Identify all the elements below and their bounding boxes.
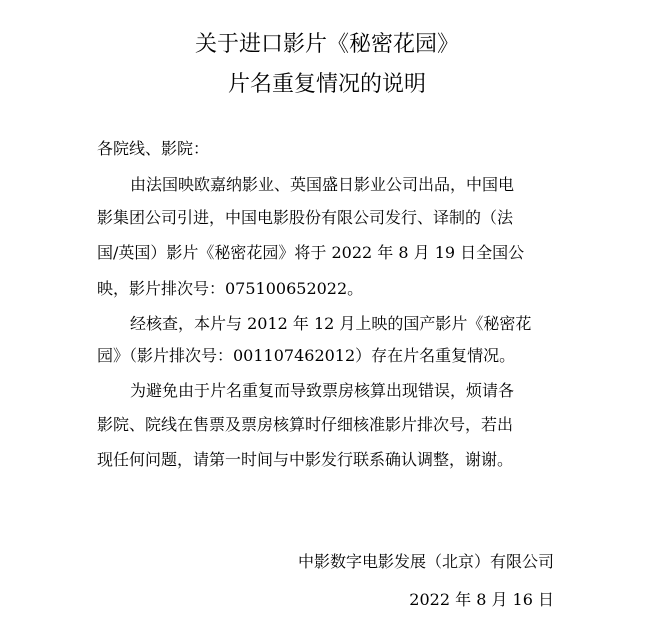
- paragraph-2-line-1: 经核查，本片与 2012 年 12 月上映的国产影片《秘密花: [130, 314, 532, 333]
- paragraph-1-line-2: 影集团公司引进，中国电影股份有限公司发行、译制的（法: [97, 208, 514, 227]
- paragraph-2-line-2: 园》（影片排次号：001107462012）存在片名重复情况。: [97, 346, 516, 365]
- paragraph-3-line-1: 为避免由于片名重复而导致票房核算出现错误，烦请各: [130, 381, 515, 400]
- document-title-line-1: 关于进口影片《秘密花园》: [194, 32, 459, 57]
- signature-organization: 中影数字电影发展（北京）有限公司: [297, 552, 554, 571]
- salutation: 各院线、影院：: [97, 139, 210, 158]
- paragraph-1-line-1: 由法国映欧嘉纳影业、英国盛日影业公司出品，中国电: [130, 175, 515, 194]
- signature-date: 2022 年 8 月 16 日: [409, 590, 554, 609]
- paragraph-1-line-3: 国/英国）影片《秘密花园》将于 2022 年 8 月 19 日全国公: [97, 243, 525, 262]
- paragraph-3-line-2: 影院、院线在售票及票房核算时仔细核准影片排次号，若出: [97, 415, 514, 434]
- document-title-line-2: 片名重复情况的说明: [227, 72, 426, 97]
- paragraph-1-line-4: 映，影片排次号：075100652022。: [97, 279, 364, 298]
- paragraph-3-line-3: 现任何问题，请第一时间与中影发行联系确认调整，谢谢。: [97, 450, 514, 469]
